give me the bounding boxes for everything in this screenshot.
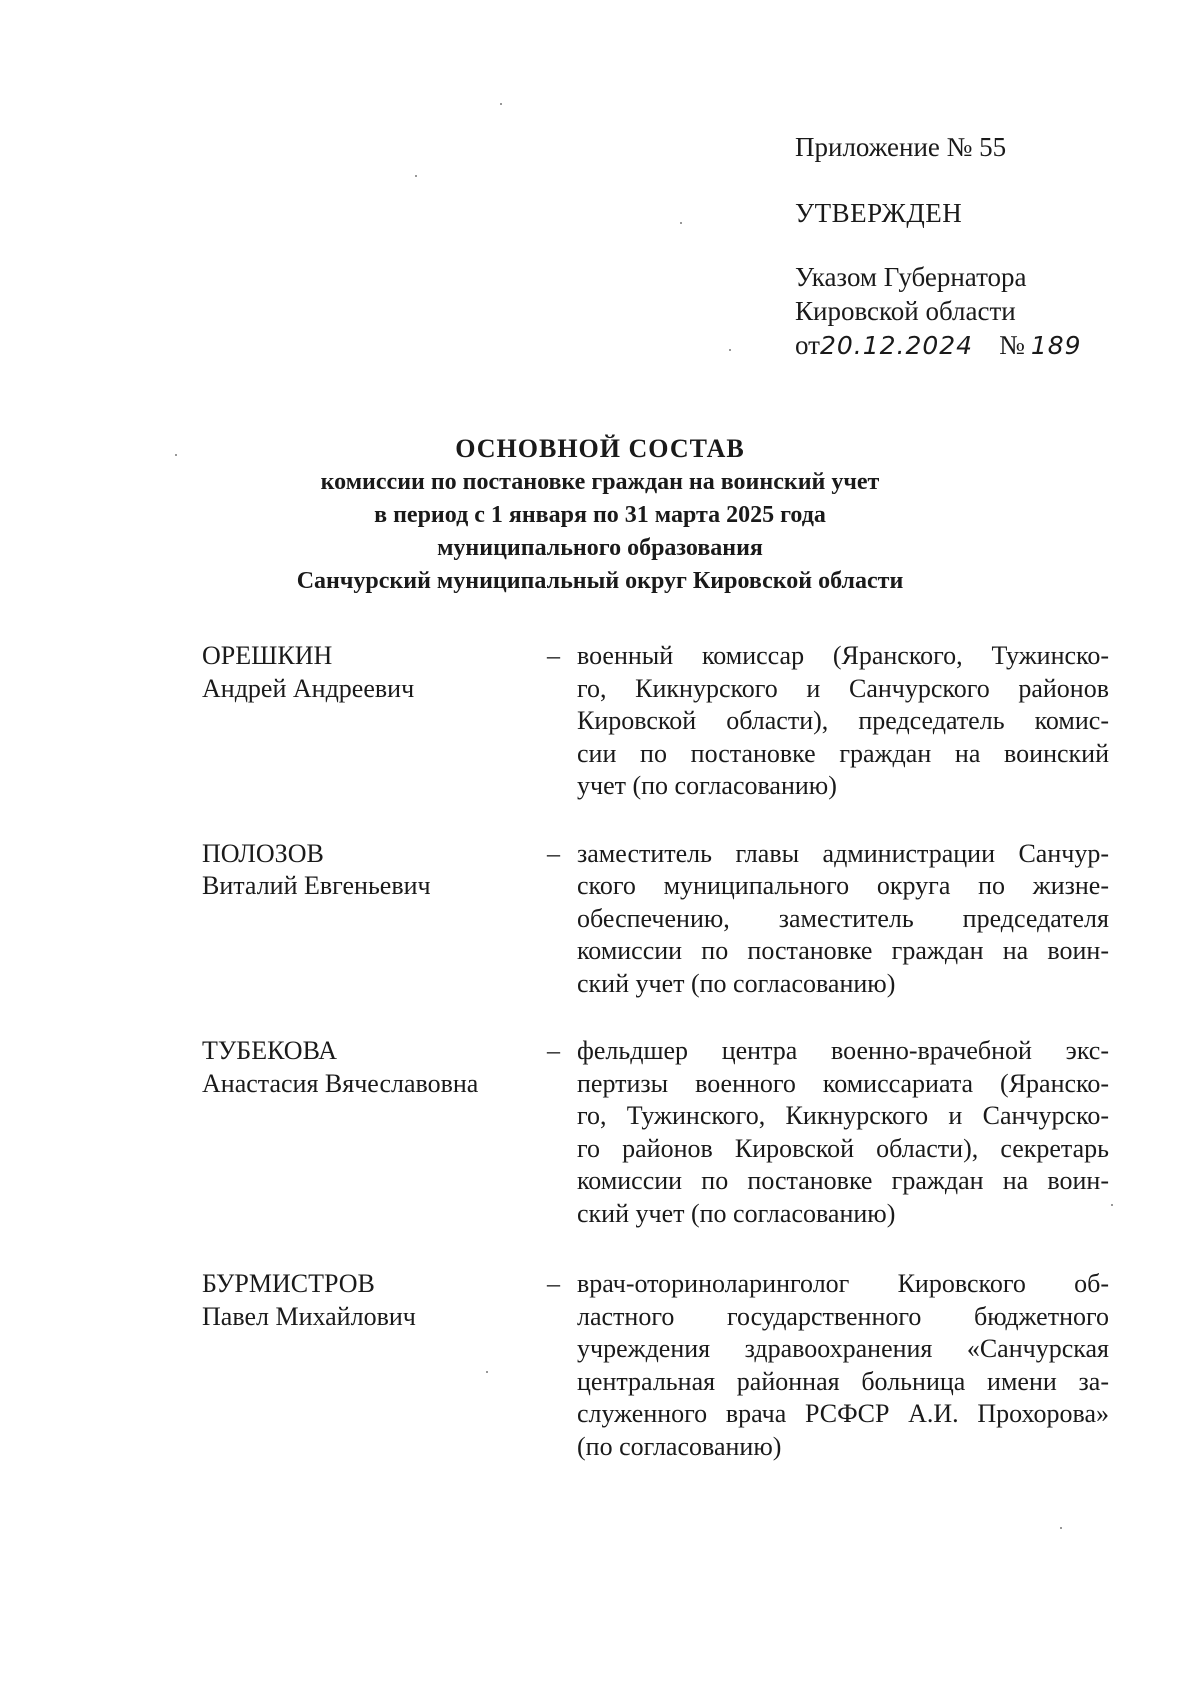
title-main: ОСНОВНОЙ СОСТАВ xyxy=(455,434,745,463)
handwritten-date: 20.12.2024 xyxy=(819,331,974,360)
role-line: ский учет (по согласованию) xyxy=(577,1198,896,1228)
role-line: го, Кикнурского и Санчурского районов xyxy=(577,673,1109,703)
document-title xyxy=(200,432,1000,598)
role-line: ский учет (по согласованию) xyxy=(577,968,896,998)
role-line: врач-оториноларинголог Кировского об- xyxy=(577,1269,1109,1298)
role-line: го, Тужинского, Кикнурского и Санчурско- xyxy=(577,1101,1109,1130)
member-entry xyxy=(202,640,1122,803)
member-given-names: Андрей Андреевич xyxy=(202,673,415,703)
member-surname: БУРМИСТРОВ xyxy=(202,1269,375,1298)
member-role xyxy=(577,640,1109,803)
role-line: военный комиссар (Яранского, Тужинско- xyxy=(577,641,1109,670)
member-given-names: Павел Михайлович xyxy=(202,1301,416,1331)
member-role xyxy=(577,1035,1109,1230)
role-line: учреждения здравоохранения «Санчурская xyxy=(577,1334,1109,1363)
role-line: пертизы военного комиссариата (Яранско- xyxy=(577,1068,1109,1098)
role-line: комиссии по постановке граждан на воин- xyxy=(577,1166,1109,1195)
member-given-names: Виталий Евгеньевич xyxy=(202,871,431,900)
dash-separator: – xyxy=(547,838,560,868)
role-line: центральная районная больница имени за- xyxy=(577,1366,1109,1396)
member-name xyxy=(202,1268,542,1333)
title-line-2: в период с 1 января по 31 марта 2025 года xyxy=(374,502,826,528)
scan-speck xyxy=(680,222,682,224)
scan-speck xyxy=(500,103,502,105)
decree-line-2: Кировской области xyxy=(795,296,1016,326)
member-surname: ПОЛОЗОВ xyxy=(202,838,324,868)
title-line-4: Санчурский муниципальный округ Кировской области xyxy=(296,568,904,594)
member-entry xyxy=(202,838,1122,1001)
decree-date-line xyxy=(795,328,1175,363)
dash-separator: – xyxy=(547,1036,560,1065)
member-name xyxy=(202,838,542,903)
member-role xyxy=(577,1268,1109,1463)
member-given-names: Анастасия Вячеславовна xyxy=(202,1068,479,1098)
role-line: заместитель главы администрации Санчур- xyxy=(577,838,1109,868)
scan-speck xyxy=(1060,1527,1062,1529)
role-line: го районов Кировской области), секретарь xyxy=(577,1133,1109,1163)
member-name xyxy=(202,640,542,705)
role-line: обеспечению, заместитель председателя xyxy=(577,903,1109,933)
scan-speck xyxy=(175,454,177,456)
role-line: фельдшер центра военно-врачебной экс- xyxy=(577,1036,1109,1065)
decree-line-1: Указом Губернатора xyxy=(795,262,1027,292)
title-line-3: муниципального образования xyxy=(437,535,763,561)
approval-block xyxy=(795,130,1175,363)
role-line: учет (по согласованию) xyxy=(577,771,837,800)
member-surname: ТУБЕКОВА xyxy=(202,1036,338,1065)
date-prefix: от xyxy=(795,330,820,360)
title-line-1: комиссии по постановке граждан на воинский учет xyxy=(320,469,880,495)
member-entry xyxy=(202,1035,1122,1230)
member-surname: ОРЕШКИН xyxy=(202,641,333,670)
number-label: № xyxy=(999,330,1025,360)
role-line: ского муниципального округа по жизне- xyxy=(577,871,1109,900)
role-line: (по согласованию) xyxy=(577,1431,782,1461)
role-line: Кировской области), председатель комис- xyxy=(577,706,1109,735)
dash-separator: – xyxy=(547,1269,560,1298)
approved-stamp: УТВЕРЖДЕН xyxy=(795,198,963,228)
dash-separator: – xyxy=(547,641,560,670)
scan-speck xyxy=(415,175,417,177)
role-line: сии по постановке граждан на воинский xyxy=(577,738,1109,768)
role-line: ластного государственного бюджетного xyxy=(577,1301,1109,1331)
role-line: комиссии по постановке граждан на воин- xyxy=(577,936,1109,965)
handwritten-number: 189 xyxy=(1030,331,1082,360)
member-role xyxy=(577,838,1109,1001)
members-list xyxy=(202,640,1122,1463)
role-line: служенного врача РСФСР А.И. Прохорова» xyxy=(577,1399,1109,1428)
member-entry xyxy=(202,1268,1122,1463)
member-name xyxy=(202,1035,542,1100)
annex-number: Приложение № 55 xyxy=(795,132,1007,162)
scan-speck xyxy=(729,349,731,351)
